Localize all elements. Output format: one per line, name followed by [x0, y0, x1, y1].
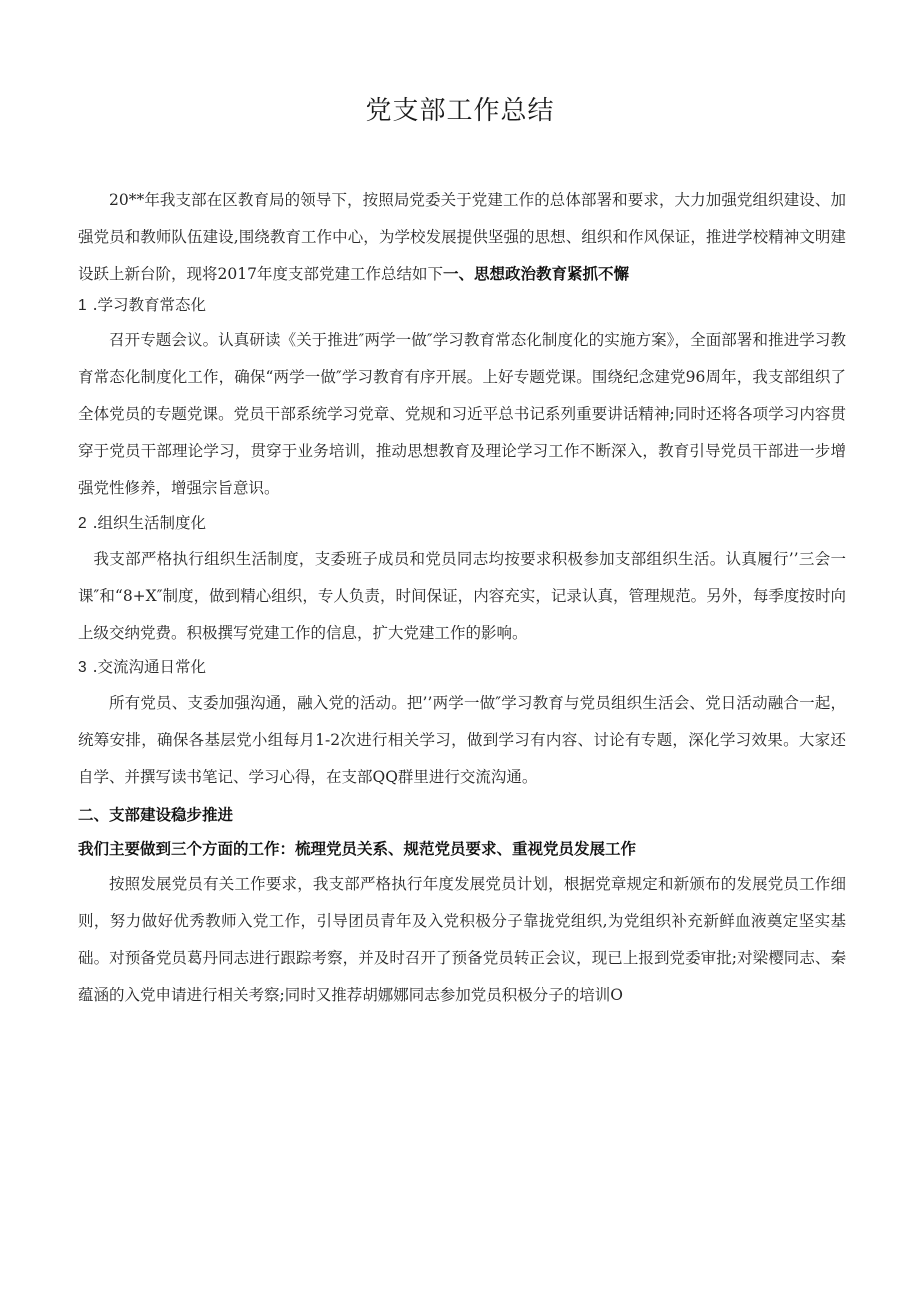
item-2-number: 2	[78, 515, 87, 532]
section-1-heading: 一、思想政治教育紧抓不懈	[442, 265, 629, 283]
section-2-heading: 二、支部建设稳步推进	[78, 806, 234, 824]
item-2-body: 我支部严格执行组织生活制度，支委班子成员和党员同志均按要求积极参加支部组织生活。认真履行’’三会一课″和“8+X″制度，做到精心组织，专人负责，时间保证，内容充实，记录认真，管理规范。另外，每季度按时向上级交纳党费。积极撰写党建工作的信息，扩大党建工作的影响。	[78, 550, 846, 642]
item-3-number: 3	[78, 659, 87, 676]
item-1-number: 1	[78, 297, 87, 314]
section-2-subheading: 我们主要做到三个方面的工作：梳理党员关系、规范党员要求、重视党员发展工作	[78, 840, 637, 858]
item-1-heading	[78, 290, 846, 321]
item-2-heading	[78, 508, 846, 539]
item-2-label: .组织生活制度化	[92, 514, 207, 532]
item-3-label: .交流沟通日常化	[92, 658, 207, 676]
item-1-label: .学习教育常态化	[92, 296, 207, 314]
item-3-body: 所有党员、支委加强沟通，融入党的活动。把’’两学一做″学习教育与党员组织生活会、党日活动融合一起，统筹安排，确保各基层党小组每月1-2次进行相关学习，做到学习有内容、讨论有专题，深化学习效果。大家还自学、并撰写读书笔记、学习心得，在支部QQ群里进行交流沟通。	[78, 694, 846, 786]
page-title: 党支部工作总结	[365, 96, 555, 126]
intro-text: 20**年我支部在区教育局的领导下，按照局党委关于党建工作的总体部署和要求，大力加强党组织建设、加强党员和教师队伍建设,围绕教育工作中心，为学校发展提供坚强的思想、组织和作风保证，推进学校精神文明建设跃上新台阶，现将2017年度支部党建工作总结如下	[78, 191, 846, 283]
section-2-body: 按照发展党员有关工作要求，我支部严格执行年度发展党员计划，根据党章规定和新颁布的发展党员工作细则，努力做好优秀教师入党工作，引导团员青年及入党积极分子靠拢党组织,为党组织补充新鲜血液奠定坚实基础。对预备党员葛丹同志进行跟踪考察，并及时召开了预备党员转正会议，现已上报到党委审批;对梁樱同志、秦蕴涵的入党申请进行相关考察;同时又推荐胡娜娜同志参加党员积极分子的培训O	[78, 875, 846, 1004]
item-1-body: 召开专题会议。认真研读《关于推进″两学一做″学习教育常态化制度化的实施方案》，全面部署和推进学习教育常态化制度化工作，确保“两学一做″学习教育有序开展。上好专题党课。围绕纪念建党96周年，我支部组织了全体党员的专题党课。党员干部系统学习党章、党规和习近平总书记系列重要讲话精神;同时还将各项学习内容贯穿于党员干部理论学习，贯穿于业务培训，推动思想教育及理论学习工作不断深入，教育引导党员干部进一步增强党性修养，增强宗旨意识。	[78, 331, 846, 497]
item-3-heading	[78, 652, 846, 683]
intro-paragraph	[78, 182, 846, 293]
